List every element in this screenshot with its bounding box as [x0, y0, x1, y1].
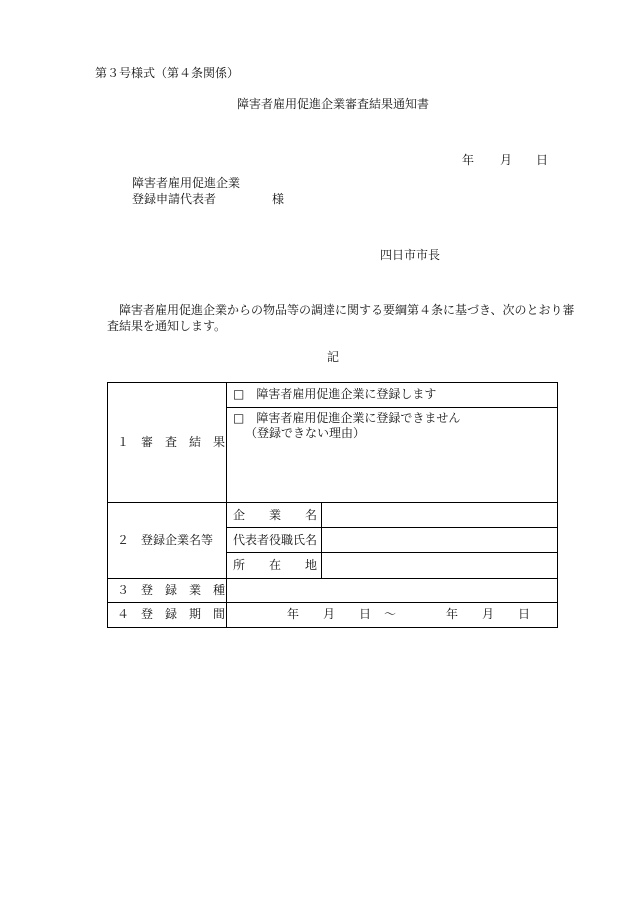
- business-type-label: ３ 登 録 業 種: [117, 583, 226, 597]
- option-approved: □ 障害者雇用促進企業に登録します: [233, 387, 437, 401]
- date-day-label: 日: [536, 153, 549, 167]
- period-start-month: 月: [323, 607, 336, 621]
- representative-title-name-value: [322, 528, 556, 552]
- date-month-label: 月: [500, 153, 513, 167]
- period-end-month: 月: [482, 607, 495, 621]
- date-year-label: 年: [462, 153, 475, 167]
- addressee-representative: 登録申請代表者: [132, 192, 217, 206]
- addressee-honorific: 様: [272, 192, 285, 206]
- form-number: 第３号様式（第４条関係）: [95, 66, 240, 80]
- body-line-2: 査結果を通知します。: [107, 319, 227, 333]
- period-tilde: ～: [384, 607, 397, 621]
- period-start-day: 日: [359, 607, 372, 621]
- period-end-year: 年: [446, 607, 459, 621]
- body-line-1: 障害者雇用促進企業からの物品等の調達に関する要綱第４条に基づき、次のとおり審: [107, 303, 575, 317]
- company-info-label: ２ 登録企業名等: [117, 533, 214, 547]
- issuer: 四日市市長: [380, 248, 441, 262]
- business-type-value: [227, 579, 556, 602]
- address-label: 所 在 地: [233, 558, 324, 572]
- table-row-divider: [107, 602, 557, 603]
- rejection-reason-label: （登録できない理由）: [245, 426, 366, 440]
- review-result-label: １ 審 査 結 果: [117, 435, 226, 449]
- option-rejected: □ 障害者雇用促進企業に登録できません: [233, 411, 461, 425]
- company-name-label: 企 業 名: [233, 508, 324, 522]
- period-start-year: 年: [287, 607, 300, 621]
- addressee-company-type: 障害者雇用促進企業: [132, 176, 241, 190]
- period-end-day: 日: [518, 607, 531, 621]
- table-row-divider: [226, 407, 557, 408]
- address-value: [322, 553, 556, 578]
- rejection-reason-area: [227, 440, 556, 501]
- document-title: 障害者雇用促進企業審査結果通知書: [237, 97, 430, 111]
- company-name-value: [322, 503, 556, 527]
- registration-period-label: ４ 登 録 期 間: [117, 607, 226, 621]
- representative-title-name-label: 代表者役職氏名: [233, 533, 318, 547]
- ki-heading: 記: [327, 350, 340, 364]
